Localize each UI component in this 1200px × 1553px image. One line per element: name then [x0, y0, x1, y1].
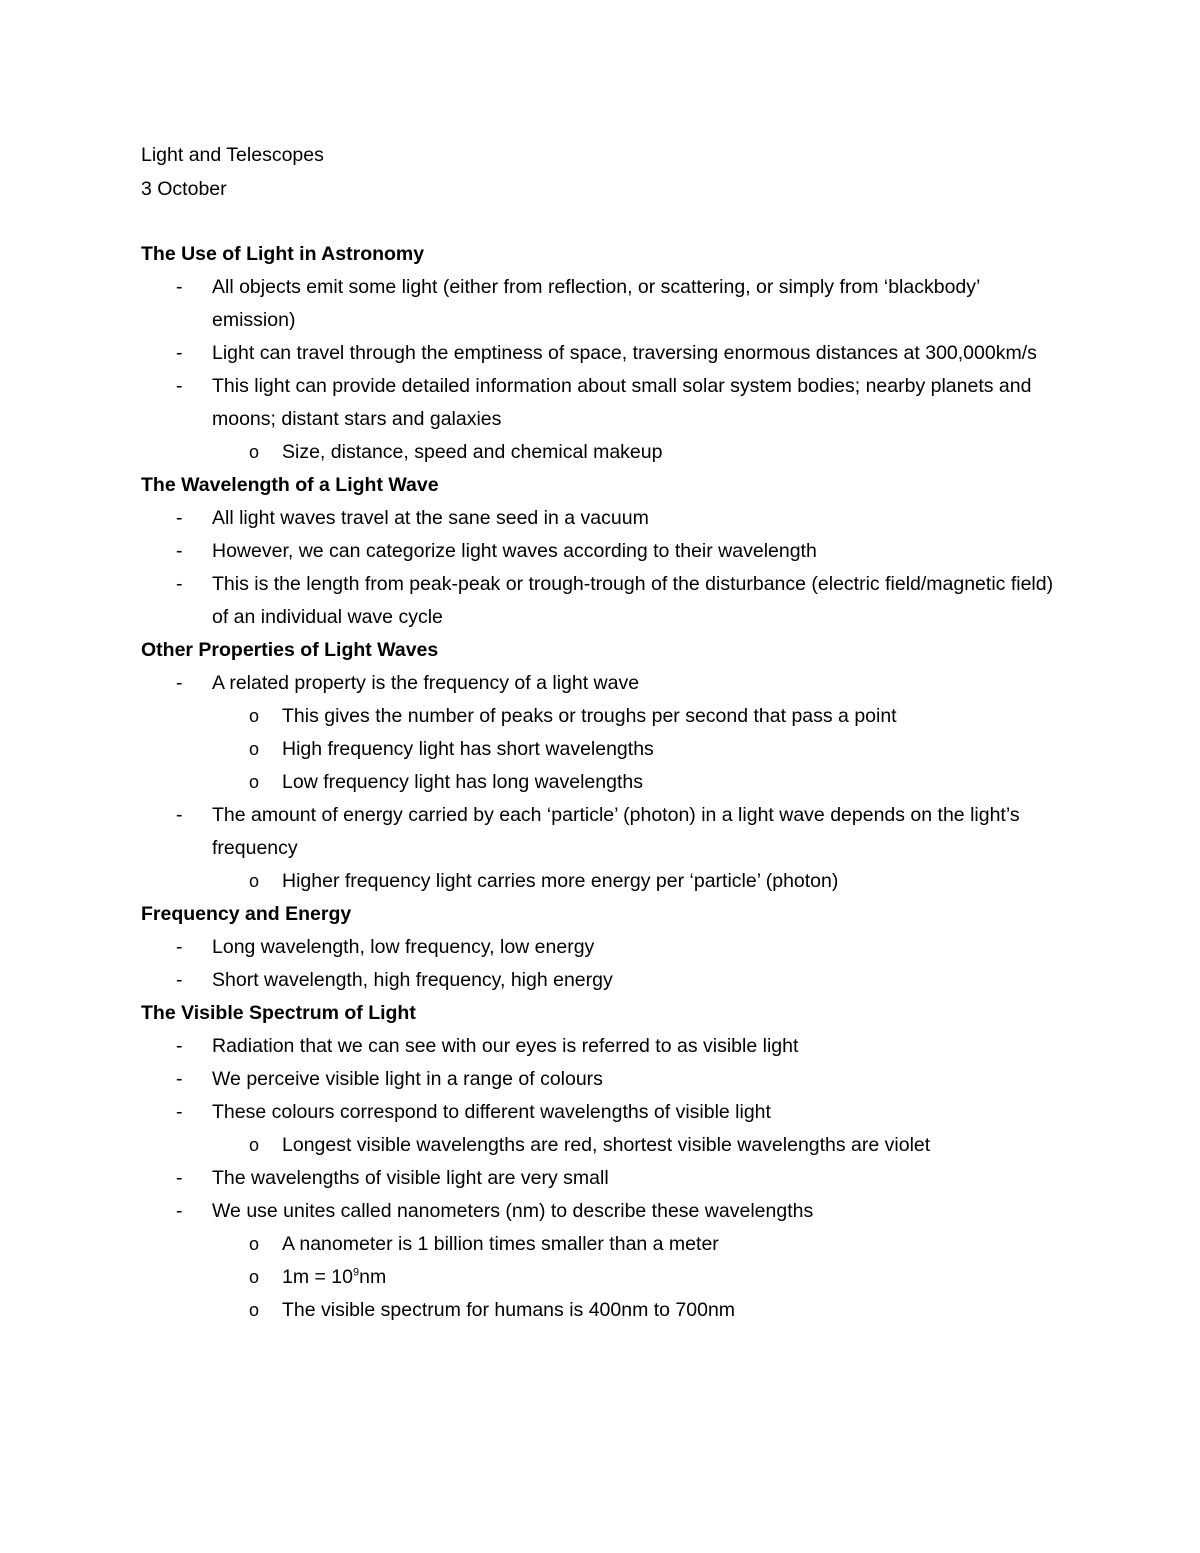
dash-bullet-icon: -	[176, 804, 183, 826]
dash-bullet-icon: -	[176, 1167, 183, 1189]
sub-bullet-item	[141, 1294, 1061, 1327]
bullet-text: These colours correspond to different wavelengths of visible light	[212, 1101, 771, 1123]
section-heading: Other Properties of Light Waves	[141, 639, 439, 661]
dash-bullet-icon: -	[176, 375, 183, 397]
dash-bullet-icon: -	[176, 1068, 183, 1090]
dash-bullet-icon: -	[176, 936, 183, 958]
bullet-text: This is the length from peak-peak or trough-trough of the disturbance (electric field/magnetic field) of an individual wave cycle	[212, 573, 1054, 628]
bullet-item	[141, 964, 1061, 997]
dash-bullet-icon: -	[176, 1101, 183, 1123]
circle-bullet-icon: o	[249, 772, 260, 792]
dash-bullet-icon: -	[176, 969, 183, 991]
conversion-exponent: 9	[353, 1266, 360, 1279]
bullet-text: The wavelengths of visible light are very small	[212, 1167, 609, 1189]
sub-bullet-item	[141, 766, 1061, 799]
conversion-unit: nm	[359, 1266, 387, 1288]
sub-bullet-text: High frequency light has short wavelengths	[282, 738, 654, 760]
bullet-text: Light can travel through the emptiness of space, traversing enormous distances at 300,000km/s	[212, 342, 1037, 364]
sub-bullet-text: This gives the number of peaks or troughs per second that pass a point	[282, 705, 897, 727]
sub-bullet-item	[141, 1228, 1061, 1261]
bullet-item	[141, 271, 1061, 337]
bullet-text: A related property is the frequency of a light wave	[212, 672, 640, 694]
dash-bullet-icon: -	[176, 672, 183, 694]
conversion-base: 1m = 10	[282, 1266, 354, 1288]
bullet-text: Long wavelength, low frequency, low energy	[212, 936, 595, 958]
circle-bullet-icon: o	[249, 1300, 260, 1320]
dash-bullet-icon: -	[176, 507, 183, 529]
bullet-item	[141, 568, 1061, 634]
circle-bullet-icon: o	[249, 1135, 260, 1155]
sub-bullet-item	[141, 733, 1061, 766]
dash-bullet-icon: -	[176, 342, 183, 364]
circle-bullet-icon: o	[249, 1267, 260, 1287]
bullet-item	[141, 370, 1061, 436]
bullet-item	[141, 1063, 1061, 1096]
sub-bullet-text: Low frequency light has long wavelengths	[282, 771, 643, 793]
document-title: Light and Telescopes	[141, 144, 324, 166]
bullet-text: We use unites called nanometers (nm) to describe these wavelengths	[212, 1200, 814, 1222]
bullet-item	[141, 337, 1061, 370]
bullet-item	[141, 1195, 1061, 1228]
dash-bullet-icon: -	[176, 276, 183, 298]
section-heading: The Visible Spectrum of Light	[141, 1002, 416, 1024]
bullet-text: We perceive visible light in a range of colours	[212, 1068, 603, 1090]
bullet-item	[141, 799, 1093, 865]
bullet-text: However, we can categorize light waves according to their wavelength	[212, 540, 817, 562]
sub-bullet-text: Size, distance, speed and chemical makeup	[282, 441, 663, 463]
circle-bullet-icon: o	[249, 706, 260, 726]
bullet-text: All light waves travel at the sane seed in a vacuum	[212, 507, 649, 529]
sub-bullet-item	[141, 1129, 1061, 1162]
bullet-text: All objects emit some light (either from reflection, or scattering, or simply from ‘blackbody’ emission)	[212, 276, 980, 331]
circle-bullet-icon: o	[249, 442, 260, 462]
notes-body	[141, 238, 1061, 1327]
circle-bullet-icon: o	[249, 739, 260, 759]
bullet-item	[141, 1030, 1061, 1063]
document-date: 3 October	[141, 178, 227, 200]
sub-bullet-text: A nanometer is 1 billion times smaller than a meter	[282, 1233, 719, 1255]
section-heading: The Use of Light in Astronomy	[141, 243, 425, 265]
bullet-item	[141, 535, 1061, 568]
sub-bullet-item	[141, 865, 1061, 898]
bullet-text: This light can provide detailed information about small solar system bodies; nearby planets and moons; distant stars and galaxies	[212, 375, 1032, 430]
bullet-item	[141, 1162, 1061, 1195]
sub-bullet-text: The visible spectrum for humans is 400nm to 700nm	[282, 1299, 736, 1321]
bullet-item	[141, 667, 1061, 700]
bullet-text: Radiation that we can see with our eyes is referred to as visible light	[212, 1035, 799, 1057]
dash-bullet-icon: -	[176, 540, 183, 562]
sub-bullet-item	[141, 1261, 1061, 1294]
bullet-text: The amount of energy carried by each ‘particle’ (photon) in a light wave depends on the light’s frequency	[212, 804, 1020, 859]
circle-bullet-icon: o	[249, 1234, 260, 1254]
sub-bullet-item	[141, 436, 1061, 469]
dash-bullet-icon: -	[176, 573, 183, 595]
bullet-item	[141, 502, 1061, 535]
bullet-item	[141, 1096, 1061, 1129]
sub-bullet-item	[141, 700, 1061, 733]
sub-bullet-text: Higher frequency light carries more energy per ‘particle’ (photon)	[282, 870, 839, 892]
circle-bullet-icon: o	[249, 871, 260, 891]
dash-bullet-icon: -	[176, 1035, 183, 1057]
section-heading: Frequency and Energy	[141, 903, 352, 925]
bullet-text: Short wavelength, high frequency, high energy	[212, 969, 613, 991]
section-heading: The Wavelength of a Light Wave	[141, 474, 439, 496]
bullet-item	[141, 931, 1061, 964]
unit-conversion-text	[282, 1266, 386, 1288]
sub-bullet-text: Longest visible wavelengths are red, shortest visible wavelengths are violet	[282, 1134, 931, 1156]
dash-bullet-icon: -	[176, 1200, 183, 1222]
